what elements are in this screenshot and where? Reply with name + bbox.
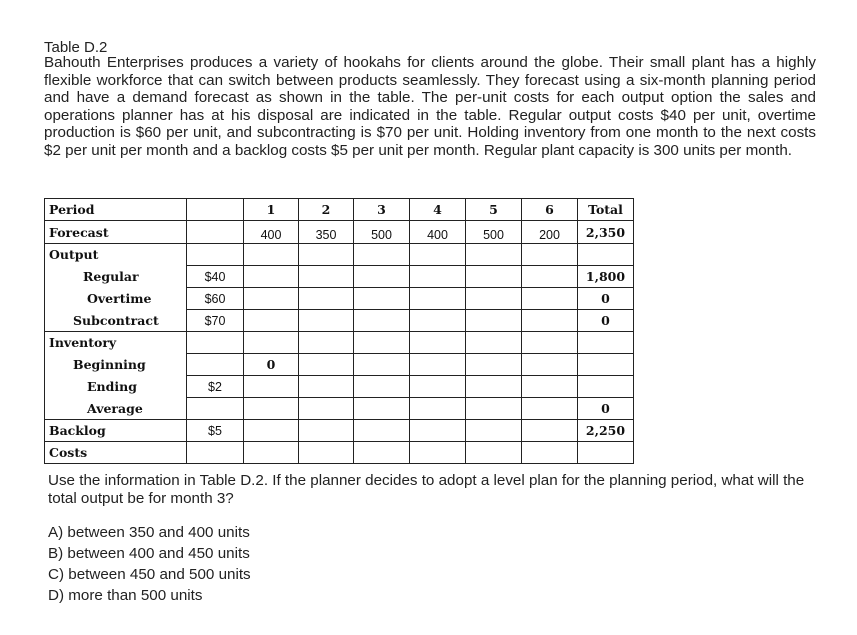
period-4: 4 [410,199,466,221]
overtime-cost: $60 [187,288,244,310]
table-row-overtime [45,288,634,310]
backlog-label: Backlog [45,420,187,442]
ending-label: Ending [45,376,187,398]
option-c[interactable]: C) between 450 and 500 units [48,566,251,583]
regular-cost: $40 [187,266,244,288]
table-row-output [45,244,634,266]
table-row-subcontract [45,310,634,332]
table-row-beginning [45,354,634,376]
forecast-p5: 500 [466,221,522,244]
table-caption: Table D.2 [44,39,108,56]
table-row-average [45,398,634,420]
period-6: 6 [522,199,578,221]
planning-table [44,198,634,464]
option-b[interactable]: B) between 400 and 450 units [48,545,250,562]
beginning-p1: 0 [244,354,299,376]
table-row-backlog [45,420,634,442]
forecast-p2: 350 [299,221,354,244]
table-row-inventory [45,332,634,354]
table-row-forecast [45,221,634,244]
costs-label: Costs [45,442,187,464]
regular-label: Regular [45,266,187,288]
period-3: 3 [354,199,410,221]
period-1: 1 [244,199,299,221]
option-a[interactable]: A) between 350 and 400 units [48,524,250,541]
average-total: 0 [578,398,634,420]
overtime-label: Overtime [45,288,187,310]
answer-options [48,522,251,606]
option-d[interactable]: D) more than 500 units [48,587,203,604]
table-row-period [45,199,634,221]
subcontract-cost: $70 [187,310,244,332]
forecast-p3: 500 [354,221,410,244]
regular-total: 1,800 [578,266,634,288]
beginning-label: Beginning [45,354,187,376]
subcontract-label: Subcontract [45,310,187,332]
forecast-p4: 400 [410,221,466,244]
average-label: Average [45,398,187,420]
forecast-label: Forecast [45,221,187,244]
forecast-p1: 400 [244,221,299,244]
forecast-p6: 200 [522,221,578,244]
table-row-regular [45,266,634,288]
inventory-label: Inventory [45,332,187,354]
backlog-cost: $5 [187,420,244,442]
total-header: Total [578,199,634,221]
table-row-costs [45,442,634,464]
ending-cost: $2 [187,376,244,398]
period-2: 2 [299,199,354,221]
question-text: Use the information in Table D.2. If the planner decides to adopt a level plan for the planning period, what will the total output be for month 3? [48,472,805,507]
subcontract-total: 0 [578,310,634,332]
overtime-total: 0 [578,288,634,310]
backlog-total: 2,250 [578,420,634,442]
output-label: Output [45,244,187,266]
period-5: 5 [466,199,522,221]
period-label: Period [45,199,187,221]
table-row-ending [45,376,634,398]
problem-description: Bahouth Enterprises produces a variety of hookahs for clients around the globe. Their small plant has a highly flexible workforce that can switch between products seamlessly. They forecast using a six-month planning period and have a demand forecast as shown in the table. The per-unit costs for each output option the sales and operations planner has at his disposal are indicated in the table. Regular output costs $40 per unit, overtime production is $60 per unit, and subcontracting is $70 per unit. Holding inventory from one month to the next costs $2 per unit per month and a backlog costs $5 per unit per month. Regular plant capacity is 300 units per month. [44,54,816,159]
forecast-total: 2,350 [578,221,634,244]
